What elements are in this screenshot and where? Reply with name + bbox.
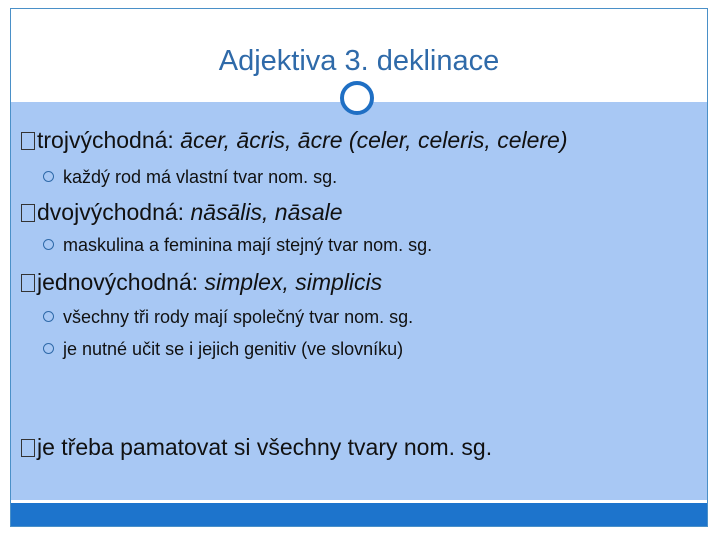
ring-icon xyxy=(43,311,54,322)
square-outline-icon xyxy=(21,274,35,292)
footer-bar xyxy=(11,503,707,526)
bullet-item-2: dvojvýchodná: nāsālis, nāsale xyxy=(21,199,343,226)
sub-bullet-1-1: každý rod má vlastní tvar nom. sg. xyxy=(43,167,337,188)
ring-icon xyxy=(43,171,54,182)
ring-icon xyxy=(43,343,54,354)
bullet-item-3: jednovýchodná: simplex, simplicis xyxy=(21,269,382,296)
square-outline-icon xyxy=(21,204,35,222)
sub-bullet-2-1: maskulina a feminina mají stejný tvar nom. sg. xyxy=(43,235,432,256)
bullet-item-1: trojvýchodná: ācer, ācris, ācre (celer, celeris, celere) xyxy=(21,127,568,154)
circle-ornament-icon xyxy=(340,81,374,115)
square-outline-icon xyxy=(21,439,35,457)
sub-bullet-3-1: všechny tři rody mají společný tvar nom. sg. xyxy=(43,307,413,328)
square-outline-icon xyxy=(21,132,35,150)
slide-title: Adjektiva 3. deklinace xyxy=(218,45,500,77)
bullet-item-4: je třeba pamatovat si všechny tvary nom. sg. xyxy=(21,434,492,461)
sub-bullet-3-2: je nutné učit se i jejich genitiv (ve slovníku) xyxy=(43,339,403,360)
ring-icon xyxy=(43,239,54,250)
